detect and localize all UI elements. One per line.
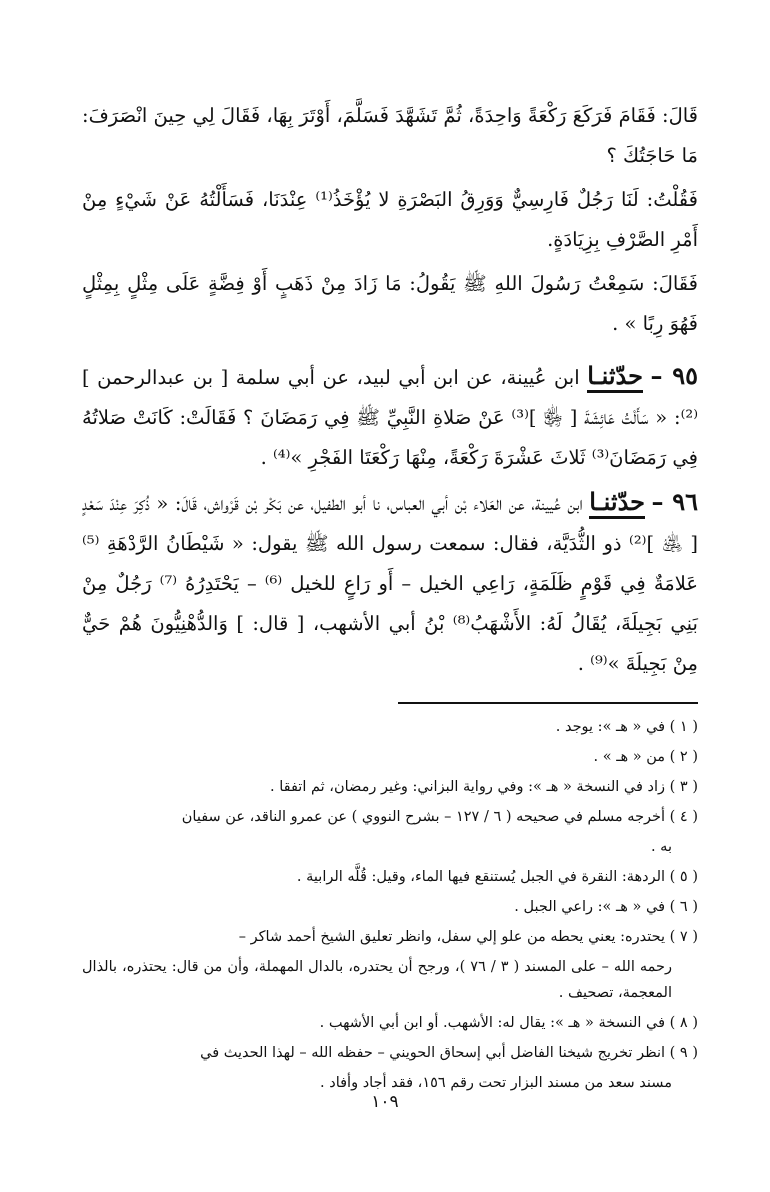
paragraph-2: فَقُلْتُ: لَنَا رَجُلٌ فَارِسِيٌّ وَوَرِقُ البَصْرَةِ لا يُؤْخَذُ⁽¹⁾ عِنْدَنَا، فَسَأَلْتُهُ عَنْ شَيْءٍ مِنْ أَمْرِ الصَّرْفِ بِزِيَادَةٍ.: [82, 188, 698, 251]
footnote-7-continuation: رحمه الله – على المسند ( ٣ / ٧٦ )، ورجح أن يحتدره، بالدال المهملة، وأن من قال: يحتذره، بالذال المعجمة، تصحيف .: [82, 959, 673, 1001]
footnote-separator: [398, 702, 698, 704]
hadith-text: ابن عُيينة، عن ابن أبي لبيد، عن أبي سلمة [ بن عبدالرحمن ]⁽²⁾: « سَأَلْتُ عَائِشَةَ [ ﵂ ]⁽³⁾ عَنْ صَلاةِ النَّبِيِّ ﷺ فِي رَمَضَانَ ؟ فَقَالَتْ: كَانَتْ صَلاتُهُ فِي رَمَضَانَ⁽³⁾ ثَلاثَ عَشْرَةَ رَكْعَةً، مِنْهَا رَكْعَتَا الفَجْرِ »⁽⁴⁾ .: [82, 366, 698, 469]
hadith-number: ٩٦ –: [651, 487, 698, 516]
page-content: [82, 96, 698, 1100]
footnote-7: ( ٧ ) يحتدره: يعني يحطه من علو إلي سفل، وانظر تعليق الشيخ أحمد شاكر –: [238, 929, 698, 945]
paragraph-3: فَقَالَ: سَمِعْتُ رَسُولَ اللهِ ﷺ يَقُولُ: مَا زَادَ مِنْ ذَهَبٍ أَوْ فِضَّةٍ عَلَى مِثْلٍ بِمِثْلٍ فَهُوَ رِبًا » .: [82, 272, 698, 335]
hadith-95: [82, 356, 698, 478]
footnote-8: ( ٨ ) في النسخة « هـ »: يقال له: الأشهب. أو ابن أبي الأشهب .: [319, 1015, 698, 1031]
footnote-4: ( ٤ ) أخرجه مسلم في صحيحه ( ٦ / ١٢٧ – بشرح النووي ) عن عمرو الناقد، عن سفيان: [181, 809, 698, 825]
hadith-96: [82, 482, 698, 684]
haddathana-heading: حدّثنـا: [587, 361, 643, 393]
footnote-9: ( ٩ ) انظر تخريج شيخنا الفاضل أبي إسحاق الحويني – حفظه الله – لهذا الحديث في: [200, 1045, 698, 1061]
footnote-9-continuation: مسند سعد من مسند البزار تحت رقم ١٥٦، فقد أجاد وأفاد .: [320, 1075, 672, 1091]
footnote-6: ( ٦ ) في « هـ »: راعي الجبل .: [514, 899, 698, 915]
footnote-1: ( ١ ) في « هـ »: يوجد .: [555, 719, 698, 735]
haddathana-heading: حدّثنـا: [589, 487, 645, 519]
footnote-2: ( ٢ ) من « هـ » .: [593, 749, 698, 765]
footnote-4-continuation: به .: [650, 839, 672, 855]
hadith-text: ابن عُيينة، عن العَلاء بْن أبي العباس، نا أبو الطفيل، عن بَكْر بْن قَرْواش، قَالَ: « ذُكِرَ عِنْدَ سَعْدٍ [ ﵁ ]⁽²⁾ ذو الثُّدَيَّة، فقال: سمعت رسول الله ﷺ يقول: « شَيْطَانُ الرَّدْهَةِ ⁽⁵⁾ عَلامَةٌ فِي قَوْمٍ ظَلَمَةٍ، رَاعِي الخيل – أَو رَاعٍ للخيل ⁽⁶⁾ – يَحْتَدِرُهُ ⁽⁷⁾ رَجُلٌ مِنْ بَنِي بَجِيلَةَ، يُقَالُ لَهُ: الأَشْهَبُ⁽⁸⁾ بْنُ أبي الأشهب، [ قال: ] وَالدُّهْنِيُّونَ هُمْ حَيٌّ مِنْ بَجِيلَةَ »⁽⁹⁾ .: [82, 492, 698, 675]
paragraph-1: قَالَ: فَقَامَ فَرَكَعَ رَكْعَةً وَاحِدَةً، ثُمَّ تَشَهَّدَ فَسَلَّمَ، أَوْتَرَ بِهَا، فَقَالَ لِي حِينَ انْصَرَفَ: مَا حَاجَتُكَ ؟: [82, 104, 698, 167]
page-number: ١٠٩: [371, 1092, 399, 1112]
hadith-number: ٩٥ –: [650, 361, 699, 390]
footnotes: [82, 714, 698, 1096]
footnote-3: ( ٣ ) زاد في النسخة « هـ »: وفي رواية البزاني: وغير رمضان، ثم اتفقا .: [269, 779, 698, 795]
footnote-5: ( ٥ ) الردهة: النقرة في الجبل يُستنقع فيها الماء، وقيل: قُلَّه الرابية .: [296, 869, 698, 885]
